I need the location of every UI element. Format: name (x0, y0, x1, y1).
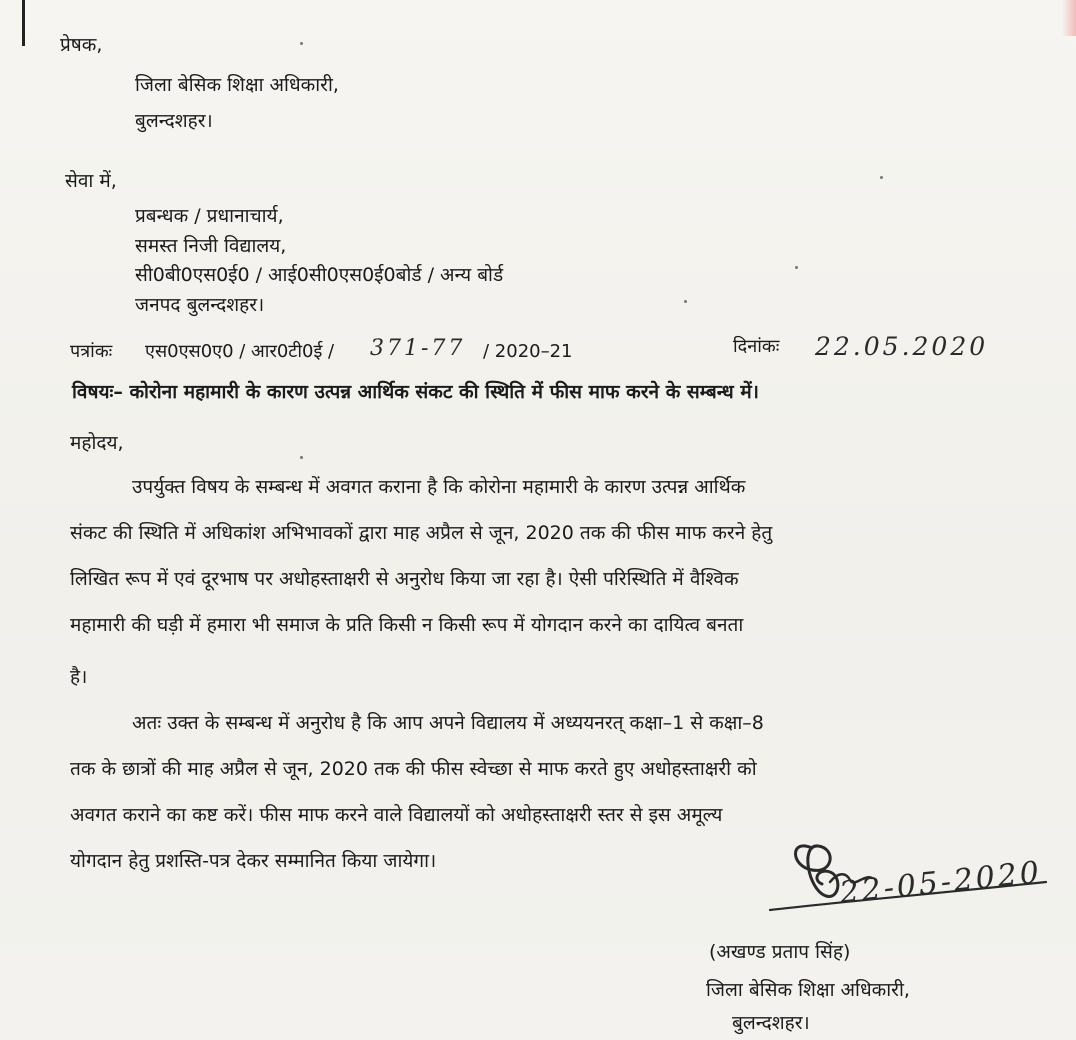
reference-prefix: एस0एस0ए0 / आर0टी0ई / (145, 341, 335, 362)
salutation: महोदय, (70, 432, 124, 454)
sender-label: प्रेषक, (60, 34, 103, 56)
paragraph-1-line: है। (70, 666, 88, 688)
signature-date: 22-05-2020 (838, 854, 1044, 911)
paragraph-2-line: अवगत कराने का कष्ट करें। फीस माफ करने वाले विद्यालयों को अधोहस्ताक्षरी स्तर से इस अमूल्य (70, 804, 723, 826)
handwritten-reference-number: 371-77 (370, 336, 466, 361)
signatory-place: बुलन्दशहर। (732, 1012, 810, 1034)
subject-line: विषयः– कोरोना महामारी के कारण उत्पन्न आर्थिक संकट की स्थिति में फीस माफ करने के सम्बन्ध में। (72, 381, 759, 403)
recipient-line-2: समस्त निजी विद्यालय, (135, 235, 287, 257)
paragraph-1-line: उपर्युक्त विषय के सम्बन्ध में अवगत कराना है कि कोरोना महामारी के कारण उत्पन्न आर्थिक (132, 476, 746, 498)
recipient-label: सेवा में, (65, 170, 117, 192)
sender-place: बुलन्दशहर। (135, 110, 213, 132)
recipient-line-3: सी0बी0एस0ई0 / आई0सी0एस0ई0बोर्ड / अन्य बोर्ड (135, 264, 504, 286)
recipient-line-1: प्रबन्धक / प्रधानाचार्य, (135, 205, 284, 227)
reference-label: पत्रांकः (70, 341, 113, 362)
paragraph-2-line: योगदान हेतु प्रशस्ति-पत्र देकर सम्मानित किया जायेगा। (70, 850, 437, 872)
date-label: दिनांकः (733, 336, 780, 357)
paragraph-1-line: महामारी की घड़ी में हमारा भी समाज के प्रति किसी न किसी रूप में योगदान करने का दायित्व बनता (70, 614, 744, 636)
handwritten-date: 22.05.2020 (815, 332, 989, 361)
signatory-name: (अखण्ड प्रताप सिंह) (709, 941, 851, 963)
recipient-line-4: जनपद बुलन्दशहर। (135, 294, 265, 316)
reference-suffix: / 2020–21 (483, 341, 573, 362)
paragraph-1-line: संकट की स्थिति में अधिकांश अभिभावकों द्वारा माह अप्रैल से जून, 2020 तक की फीस माफ करने हेतु (70, 522, 773, 544)
paragraph-2-line: तक के छात्रों की माह अप्रैल से जून, 2020 तक की फीस स्वेच्छा से माफ करते हुए अधोहस्ताक्षरी को (70, 758, 757, 780)
sender-title: जिला बेसिक शिक्षा अधिकारी, (135, 74, 339, 96)
paragraph-1-line: लिखित रूप में एवं दूरभाष पर अधोहस्ताक्षरी से अनुरोध किया जा रहा है। ऐसी परिस्थिति में वैश्विक (70, 568, 739, 590)
signatory-title: जिला बेसिक शिक्षा अधिकारी, (706, 979, 910, 1001)
paragraph-2-line: अतः उक्त के सम्बन्ध में अनुरोध है कि आप अपने विद्यालय में अध्ययनरत् कक्षा–1 से कक्षा–8 (132, 712, 764, 734)
